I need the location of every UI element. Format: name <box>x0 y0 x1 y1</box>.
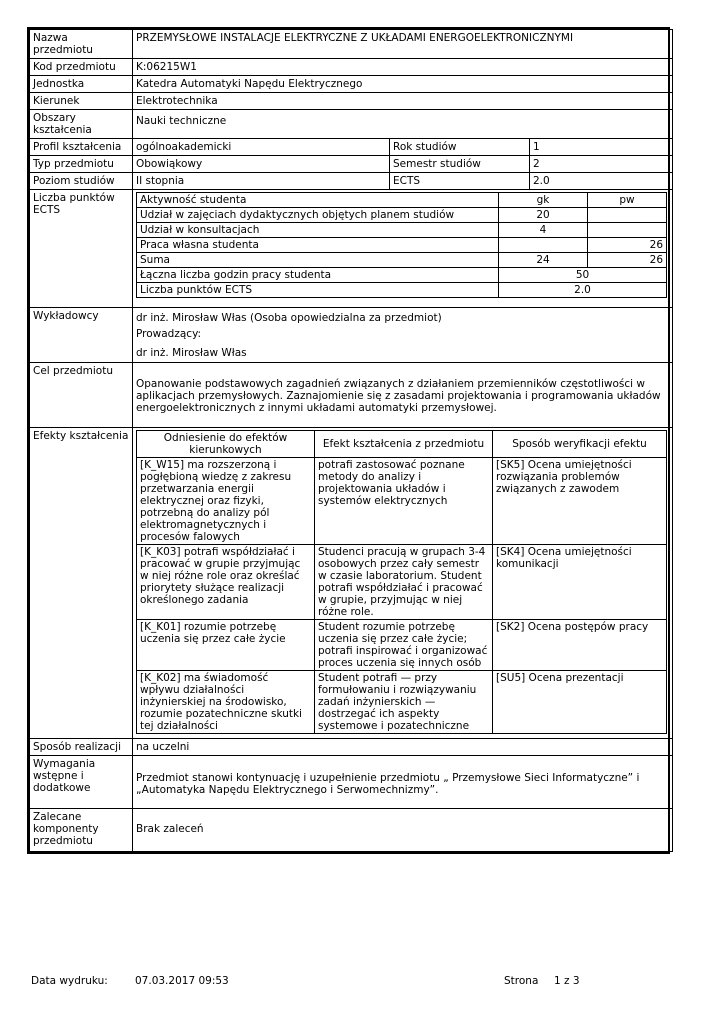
course-sheet <box>27 27 670 854</box>
label-jednostka: Jednostka <box>30 76 133 93</box>
row-typ <box>30 156 673 173</box>
row-wymagania <box>30 756 673 809</box>
efekty-header-odniesienie: Odniesienie do efektów kierunkowych <box>137 431 315 458</box>
value-kierunek: Elektrotechnika <box>133 93 673 110</box>
efekty-weryfikacja: [SU5] Ocena prezentacji <box>493 671 667 734</box>
value-profil: ogólnoakademicki <box>133 139 390 156</box>
value-zalecane: Brak zaleceń <box>133 809 673 852</box>
ects-row-pw: 26 <box>588 253 667 268</box>
course-table <box>29 29 673 852</box>
label-sposob: Sposób realizacji <box>30 739 133 756</box>
label-poziom: Poziom studiów <box>30 173 133 190</box>
page-number: 1 z 3 <box>554 975 580 987</box>
label-profil: Profil kształcenia <box>30 139 133 156</box>
efekty-odniesienie: [K_K01] rozumie potrzebę uczenia się przez całe życie <box>137 620 315 671</box>
total-ects-value: 2.0 <box>499 283 667 298</box>
ects-total-points <box>137 283 667 298</box>
value-kod: K:06215W1 <box>133 59 673 76</box>
value-cel: Opanowanie podstawowych zagadnień związanych z działaniem przemienników częstotliwości w aplikacjach przemysłowych. Zaznajomienie się z zasadami projektowania i programowania układów energoelektronicznych z innymi układami automatyki przemysłowej. <box>133 363 673 428</box>
value-wymagania: Przedmiot stanowi kontynuację i uzupełnienie przedmiotu „ Przemysłowe Sieci Informatyczne” i „Automatyka Napędu Elektrycznego i Serwomechnizmy”. <box>133 756 673 809</box>
ects-row <box>137 253 667 268</box>
efekty-efekt: Student rozumie potrzebę uczenia się przez całe życie; potrafi inspirować i organizować proces uczenia się innych osób <box>315 620 493 671</box>
ects-row-gk <box>499 238 588 253</box>
prowadzacy-name: dr inż. Mirosław Włas <box>136 347 247 359</box>
label-efekty: Efekty kształcenia <box>30 428 133 739</box>
value-semestr: 2 <box>530 156 673 173</box>
row-efekty <box>30 428 673 739</box>
label-wykladowcy: Wykładowcy <box>30 308 133 363</box>
label-liczba-ects: Liczba punktów ECTS <box>30 190 133 308</box>
row-sposob <box>30 739 673 756</box>
row-nazwa <box>30 30 673 59</box>
ects-row-name: Praca własna studenta <box>137 238 499 253</box>
value-rok: 1 <box>530 139 673 156</box>
label-semestr: Semestr studiów <box>390 156 530 173</box>
label-cel: Cel przedmiotu <box>30 363 133 428</box>
label-obszary: Obszary kształcenia <box>30 110 133 139</box>
print-date-label: Data wydruku: <box>31 975 108 987</box>
ects-row-pw <box>588 208 667 223</box>
efekty-efekt: potrafi zastosować poznane metody do analizy i projektowania układów i systemów elektrycznych <box>315 458 493 545</box>
label-kod: Kod przedmiotu <box>30 59 133 76</box>
ects-row-name: Udział w zajęciach dydaktycznych objętych planem studiów <box>137 208 499 223</box>
row-cel <box>30 363 673 428</box>
efekty-row <box>137 671 667 734</box>
ects-header-pw: pw <box>588 193 667 208</box>
ects-table <box>136 192 667 298</box>
ects-header-gk: gk <box>499 193 588 208</box>
label-rok: Rok studiów <box>390 139 530 156</box>
efekty-row <box>137 545 667 620</box>
ects-row <box>137 223 667 238</box>
ects-row-pw <box>588 223 667 238</box>
value-poziom: II stopnia <box>133 173 390 190</box>
ects-row <box>137 238 667 253</box>
value-nazwa: PRZEMYSŁOWE INSTALACJE ELEKTRYCZNE Z UKŁADAMI ENERGOELEKTRONICZNYMI <box>133 30 673 59</box>
ects-row-gk: 20 <box>499 208 588 223</box>
efekty-weryfikacja: [SK2] Ocena postępów pracy <box>493 620 667 671</box>
ects-row-name: Udział w konsultacjach <box>137 223 499 238</box>
efekty-odniesienie: [K_K02] ma świadomość wpływu działalności inżynierskiej na środowisko, rozumie pozatechniczne skutki tej działalności <box>137 671 315 734</box>
ects-total-hours <box>137 268 667 283</box>
label-typ: Typ przedmiotu <box>30 156 133 173</box>
ects-header-name: Aktywność studenta <box>137 193 499 208</box>
value-obszary: Nauki techniczne <box>133 110 673 139</box>
prowadzacy-label: Prowadzący: <box>136 328 202 340</box>
row-zalecane <box>30 809 673 852</box>
efekty-odniesienie: [K_K03] potrafi współdziałać i pracować w grupie przyjmując w niej różne role oraz określać priorytety służące realizacji określonego zadania <box>137 545 315 620</box>
value-jednostka: Katedra Automatyki Napędu Elektrycznego <box>133 76 673 93</box>
ects-row-name: Suma <box>137 253 499 268</box>
row-ects-table <box>30 190 673 308</box>
ects-row-pw: 26 <box>588 238 667 253</box>
efekty-header-efekt: Efekt kształcenia z przedmiotu <box>315 431 493 458</box>
ects-row-gk: 4 <box>499 223 588 238</box>
lecturer-main: dr inż. Mirosław Włas (Osoba opowiedzialna za przedmiot) <box>136 312 442 324</box>
efekty-row <box>137 458 667 545</box>
row-kod <box>30 59 673 76</box>
page-label: Strona <box>504 975 539 987</box>
row-profil <box>30 139 673 156</box>
value-typ: Obowiąkowy <box>133 156 390 173</box>
print-date: 07.03.2017 09:53 <box>135 975 229 987</box>
efekty-efekt: Student potrafi — przy formułowaniu i rozwiązywaniu zadań inżynierskich — dostrzegać ich aspekty systemowe i pozatechniczne <box>315 671 493 734</box>
ects-row <box>137 208 667 223</box>
row-poziom <box>30 173 673 190</box>
total-hours-value: 50 <box>499 268 667 283</box>
efekty-weryfikacja: [SK4] Ocena umiejętności komunikacji <box>493 545 667 620</box>
efekty-odniesienie: [K_W15] ma rozszerzoną i pogłębioną wiedzę z zakresu przetwarzania energii elektrycznej oraz fizyki, potrzebną do analizy pól elektromagnetycznych i procesów falowych <box>137 458 315 545</box>
row-jednostka <box>30 76 673 93</box>
label-nazwa: Nazwa przedmiotu <box>30 30 133 59</box>
efekty-row <box>137 620 667 671</box>
ects-row-gk: 24 <box>499 253 588 268</box>
efekty-header-weryfikacja: Sposób weryfikacji efektu <box>493 431 667 458</box>
row-kierunek <box>30 93 673 110</box>
total-ects-label: Liczba punktów ECTS <box>137 283 499 298</box>
efekty-weryfikacja: [SK5] Ocena umiejętności rozwiązania problemów związanych z zawodem <box>493 458 667 545</box>
value-ects: 2.0 <box>530 173 673 190</box>
efekty-efekt: Studenci pracują w grupach 3-4 osobowych przez cały semestr w czasie laboratorium. Student potrafi współdziałać i pracować w grupie, przyjmując w niej różne role. <box>315 545 493 620</box>
row-wykladowcy <box>30 308 673 363</box>
label-zalecane: Zalecane komponenty przedmiotu <box>30 809 133 852</box>
value-sposob: na uczelni <box>133 739 673 756</box>
row-obszary <box>30 110 673 139</box>
efekty-header <box>137 431 667 458</box>
label-wymagania: Wymagania wstępne i dodatkowe <box>30 756 133 809</box>
label-ects: ECTS <box>390 173 530 190</box>
label-kierunek: Kierunek <box>30 93 133 110</box>
ects-header <box>137 193 667 208</box>
total-hours-label: Łączna liczba godzin pracy studenta <box>137 268 499 283</box>
efekty-table <box>136 430 667 734</box>
